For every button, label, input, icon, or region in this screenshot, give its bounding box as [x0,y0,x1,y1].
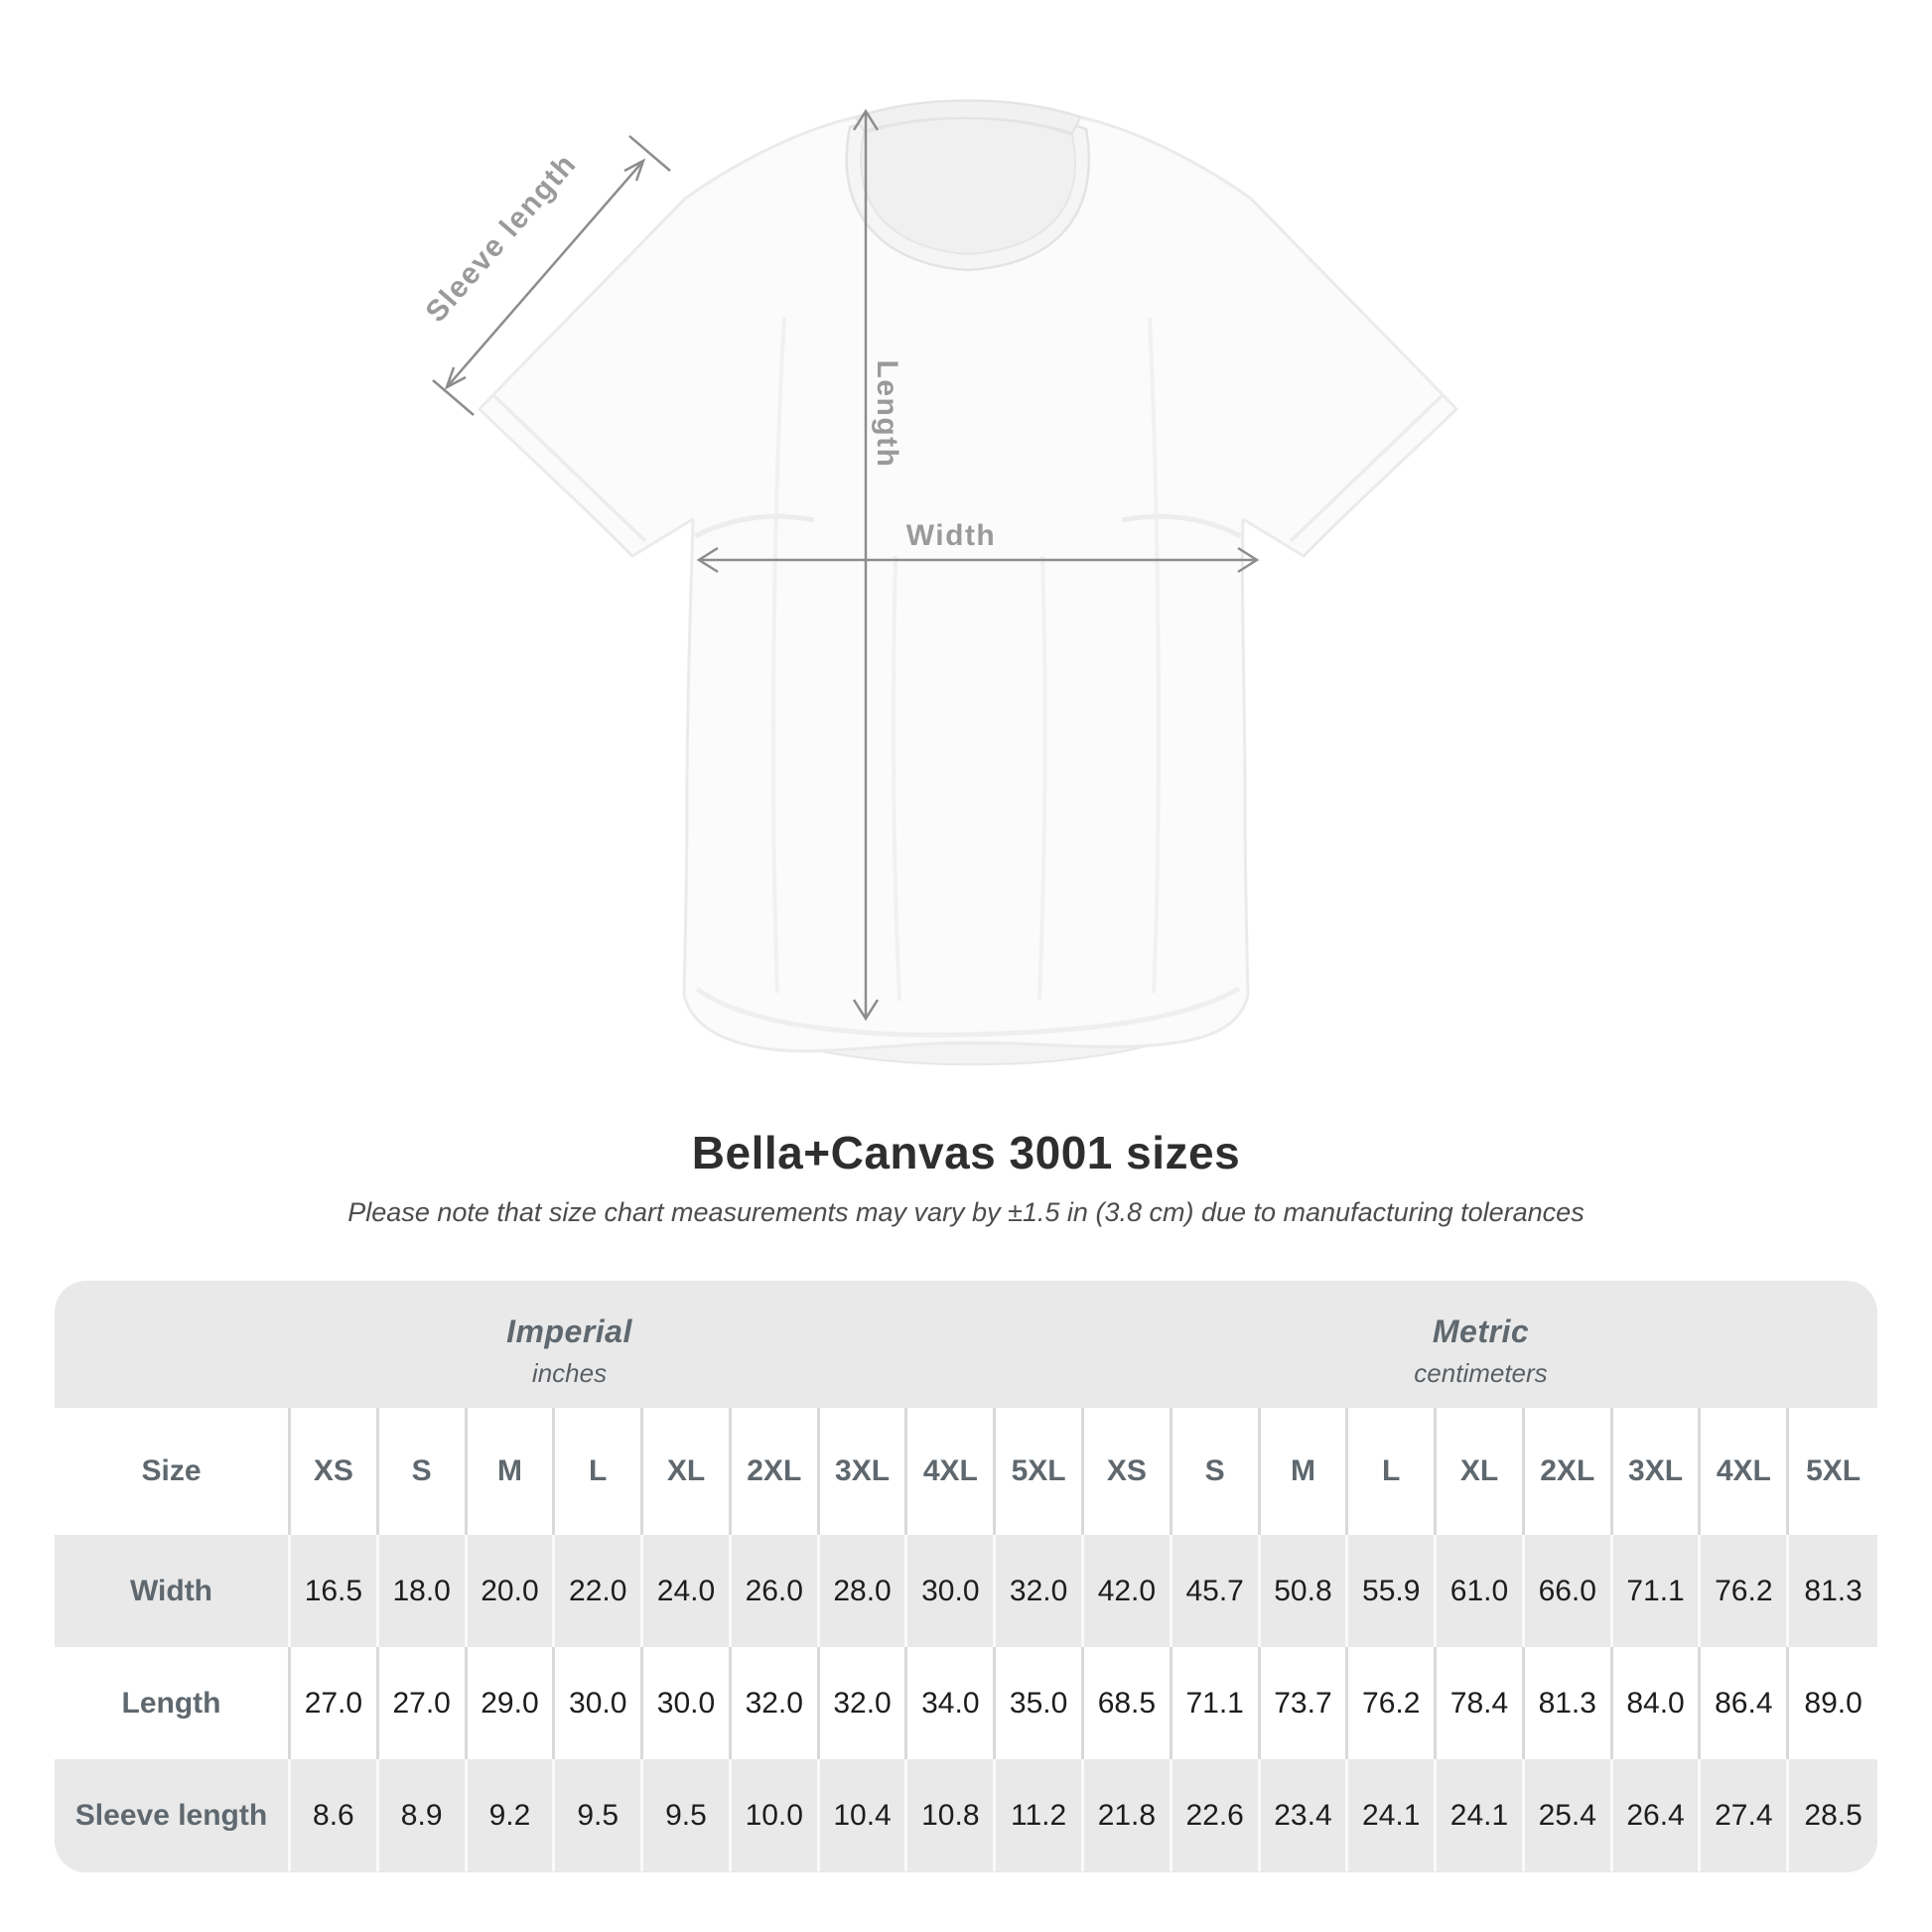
table-cell: 27.0 [379,1647,468,1759]
metric-title: Metric [1432,1313,1530,1349]
page-title: Bella+Canvas 3001 sizes [691,1127,1241,1178]
table-cell: 28.5 [1804,1798,1863,1832]
column-header: 4XL [907,1408,996,1535]
table-cell: 23.4 [1261,1759,1349,1871]
table-cell: 27.0 [291,1647,379,1759]
table-cell: 81.3 [1525,1647,1613,1759]
table-cell: 20.0 [468,1535,556,1647]
table-cell: 32.0 [732,1647,820,1759]
table-cell: 8.6 [291,1759,379,1871]
row-label: Length [55,1647,291,1759]
table-row-sleeve-length [55,1759,1877,1871]
table-header-row [55,1408,1877,1535]
table-cell: 10.4 [820,1759,908,1871]
table-cell: 30.0 [907,1535,996,1647]
table-cell: 24.0 [643,1535,732,1647]
table-cell: 42.0 [1084,1535,1173,1647]
table-cell: 24.1 [1348,1759,1437,1871]
table-cell: 32.0 [820,1647,908,1759]
table-cell: 35.0 [996,1647,1084,1759]
table-row-width [55,1535,1877,1647]
row-label: Sleeve length [55,1759,291,1871]
column-header: S [379,1408,468,1535]
column-header: L [1348,1408,1437,1535]
column-header: 5XL [1806,1454,1862,1487]
table-cell: 28.0 [820,1535,908,1647]
table-cell: 84.0 [1613,1647,1702,1759]
column-header: 4XL [1701,1408,1789,1535]
table-cell: 71.1 [1173,1647,1261,1759]
table-cell: 16.5 [291,1535,379,1647]
table-cell: 78.4 [1437,1647,1525,1759]
table-cell: 18.0 [379,1535,468,1647]
table-cell: 26.4 [1613,1759,1702,1871]
column-header: XS [1084,1408,1173,1535]
imperial-title: Imperial [506,1313,632,1349]
table-cell: 66.0 [1525,1535,1613,1647]
table-cell: 55.9 [1348,1535,1437,1647]
size-table [55,1281,1877,1872]
table-cell: 81.3 [1804,1574,1863,1607]
column-header: 3XL [1613,1408,1702,1535]
column-header: L [555,1408,643,1535]
sleeve-length-label: Sleeve length [419,147,584,329]
column-header: 5XL [996,1408,1084,1535]
table-cell: 86.4 [1701,1647,1789,1759]
table-cell: 30.0 [643,1647,732,1759]
column-header: XL [1437,1408,1525,1535]
table-cell: 10.0 [732,1759,820,1871]
table-cell: 24.1 [1437,1759,1525,1871]
column-header: S [1173,1408,1261,1535]
column-header: XL [643,1408,732,1535]
table-cell: 26.0 [732,1535,820,1647]
table-cell: 50.8 [1261,1535,1349,1647]
table-cell: 76.2 [1348,1647,1437,1759]
table-cell: 9.5 [555,1759,643,1871]
table-cell: 89.0 [1804,1686,1863,1720]
unit-header-row [55,1281,1877,1408]
column-header: 2XL [732,1408,820,1535]
table-cell: 45.7 [1173,1535,1261,1647]
width-label: Width [905,519,997,552]
imperial-unit: inches [531,1358,608,1388]
table-cell: 32.0 [996,1535,1084,1647]
table-cell: 9.2 [468,1759,556,1871]
table-cell: 27.4 [1701,1759,1789,1871]
table-cell: 76.2 [1701,1535,1789,1647]
table-cell: 10.8 [907,1759,996,1871]
table-cell: 30.0 [555,1647,643,1759]
table-cell: 9.5 [643,1759,732,1871]
table-cell: 22.0 [555,1535,643,1647]
table-cell: 21.8 [1084,1759,1173,1871]
metric-unit: centimeters [1414,1358,1548,1388]
table-cell: 8.9 [379,1759,468,1871]
row-label: Width [55,1535,291,1647]
table-cell: 61.0 [1437,1535,1525,1647]
column-header: 2XL [1525,1408,1613,1535]
column-header: M [1261,1408,1349,1535]
column-header: 3XL [820,1408,908,1535]
table-cell: 25.4 [1525,1759,1613,1871]
table-cell: 34.0 [907,1647,996,1759]
imperial-header [55,1281,1084,1408]
table-cell: 68.5 [1084,1647,1173,1759]
length-label: Length [871,359,903,469]
column-header-size: Size [55,1408,291,1535]
column-header: M [468,1408,556,1535]
tolerance-note: Please note that size chart measurements may vary by ±1.5 in (3.8 cm) due to manufacturing tolerances [347,1197,1585,1227]
metric-header [1084,1281,1877,1408]
table-cell: 29.0 [468,1647,556,1759]
table-cell: 73.7 [1261,1647,1349,1759]
table-cell: 22.6 [1173,1759,1261,1871]
table-cell: 11.2 [996,1759,1084,1871]
column-header: XS [291,1408,379,1535]
table-cell: 71.1 [1613,1535,1702,1647]
table-row-length [55,1647,1877,1759]
